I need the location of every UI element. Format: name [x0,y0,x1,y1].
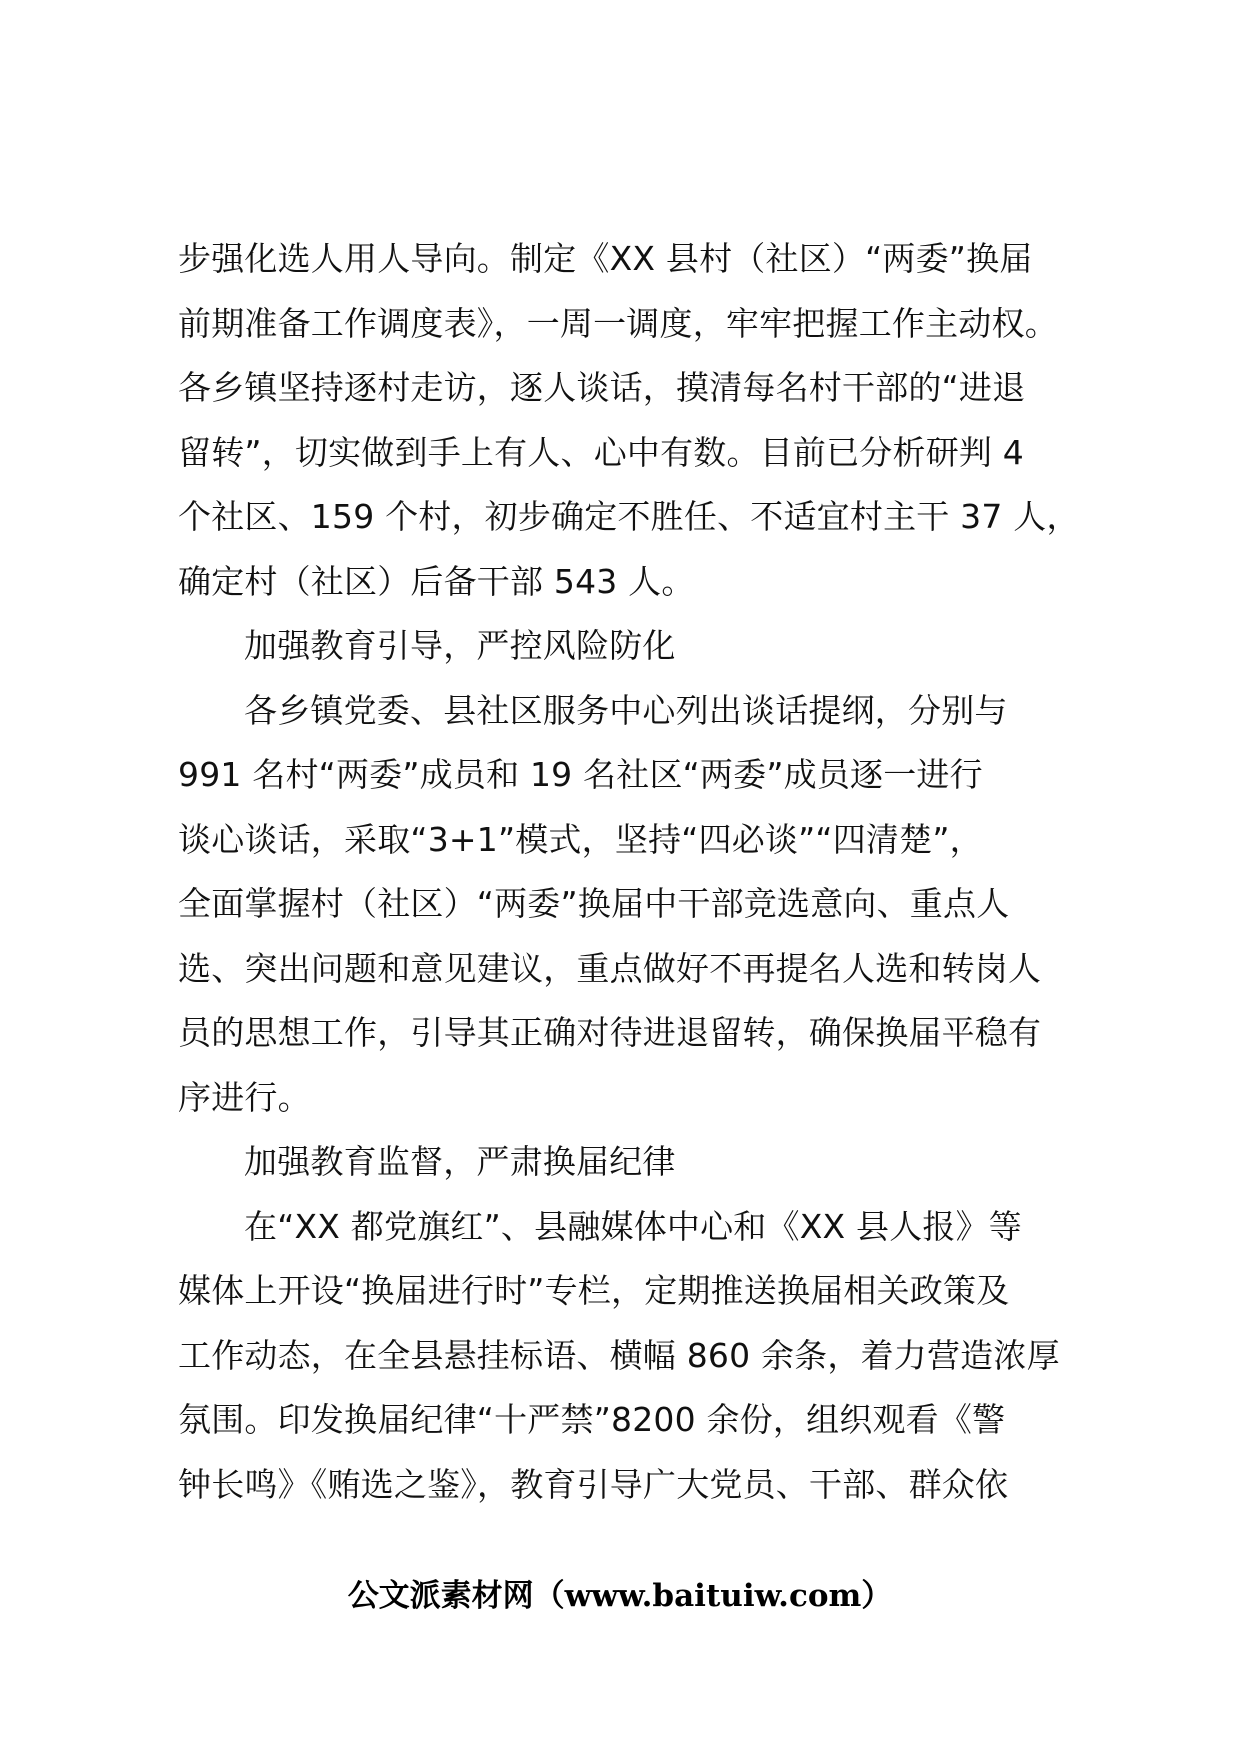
text-line: 全面掌握村（社区）“两委”换届中干部竞选意向、重点人 [178,884,1010,923]
text-line: 个社区、159 个村，初步确定不胜任、不适宜村主干 37 人， [178,497,1080,536]
text-line: 各乡镇党委、县社区服务中心列出谈话提纲，分别与 [244,690,1008,730]
text-line: 各乡镇坚持逐村走访，逐人谈话，摸清每名村干部的“进退 [178,368,1026,407]
text-line: 步强化选人用人导向。制定《XX 县村（社区）“两委”换届 [178,239,1033,278]
text-line: 991 名村“两委”成员和 19 名社区“两委”成员逐一进行 [178,755,983,794]
document-body [178,227,1090,1517]
footer-watermark: 公文派素材网（www.baituiw.com） [347,1578,893,1614]
text-line: 前期准备工作调度表》，一周一调度，牢牢把握工作主动权。 [178,303,1058,343]
section-heading: 加强教育引导，严控风险防化 [244,626,676,665]
text-line: 钟长鸣》《贿选之鉴》，教育引导广大党员、干部、群众依 [178,1464,1009,1504]
text-line: 工作动态，在全县悬挂标语、横幅 860 余条，着力营造浓厚 [178,1335,1060,1375]
text-line: 留转”，切实做到手上有人、心中有数。目前已分析研判 4 [178,432,1024,472]
text-line: 员的思想工作，引导其正确对待进退留转，确保换届平稳有 [178,1013,1042,1052]
text-line: 氛围。印发换届纪律“十严禁”8200 余份，组织观看《警 [178,1400,1006,1439]
text-line: 确定村（社区）后备干部 543 人。 [178,561,695,601]
text-line: 媒体上开设“换届进行时”专栏，定期推送换届相关政策及 [178,1271,1010,1310]
section-heading: 加强教育监督，严肃换届纪律 [244,1142,676,1181]
text-line: 在“XX 都党旗红”、县融媒体中心和《XX 县人报》等 [244,1206,1022,1246]
text-line: 选、突出问题和意见建议，重点做好不再提名人选和转岗人 [178,948,1042,988]
text-line: 谈心谈话，采取“3+1”模式，坚持“四必谈”“四清楚”， [178,819,983,859]
text-line: 序进行。 [178,1077,311,1117]
